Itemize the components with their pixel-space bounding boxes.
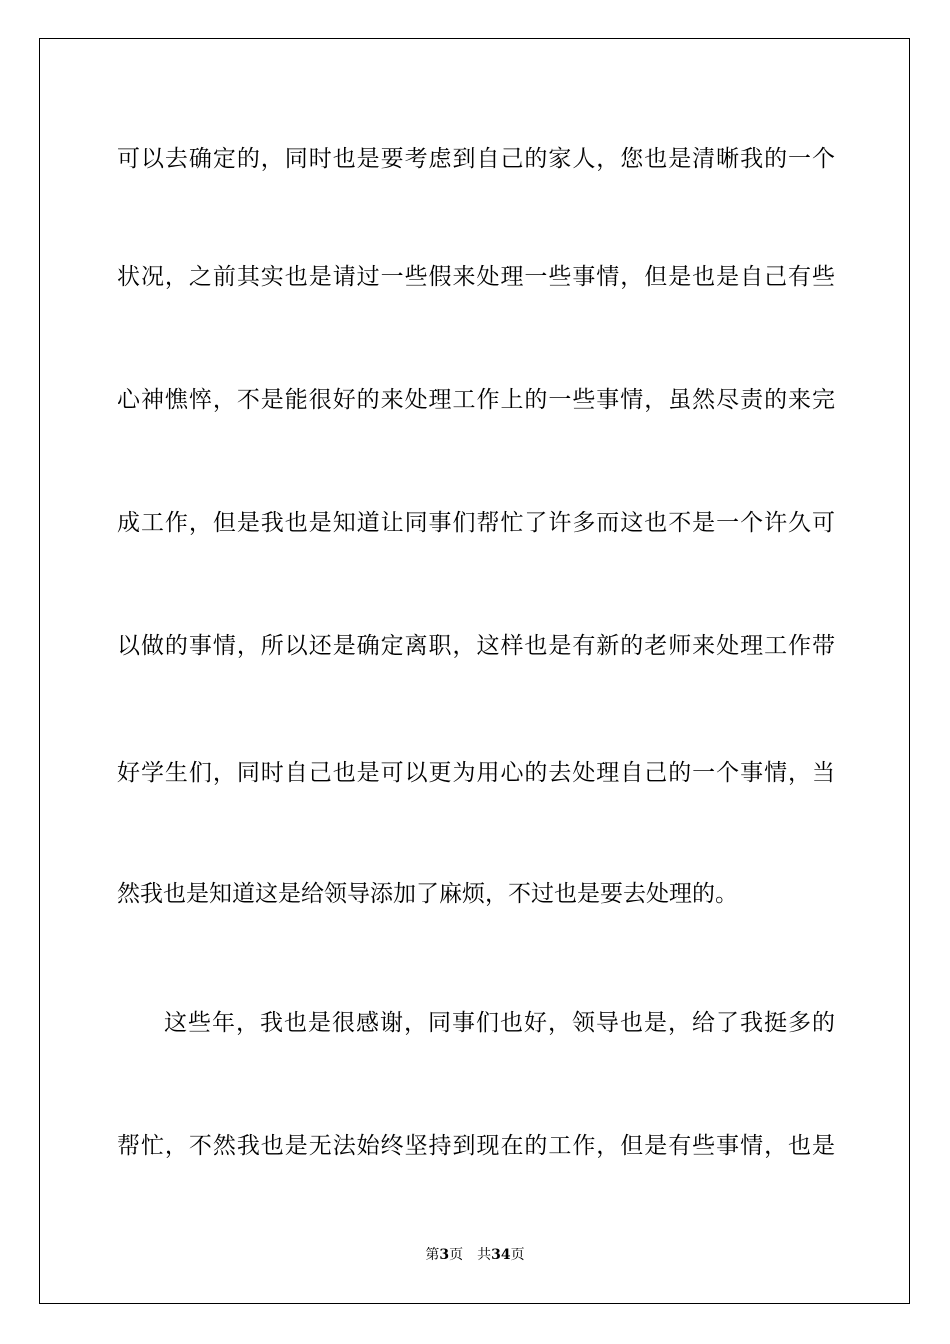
page-prefix: 第 (425, 1247, 440, 1263)
page-footer (0, 1246, 950, 1264)
paragraph-line: 状况，之前其实也是请过一些假来处理一些事情，但是也是自己有些 (117, 264, 835, 290)
paragraph-line: 然我也是知道这是给领导添加了麻烦，不过也是要去处理的。 (117, 881, 738, 907)
page-suffix: 页 (449, 1247, 464, 1263)
paragraph-line: 以做的事情，所以还是确定离职，这样也是有新的老师来处理工作带 (117, 633, 835, 659)
page-number: 3 (439, 1247, 450, 1263)
paragraph-line: 成工作，但是我也是知道让同事们帮忙了许多而这也不是一个许久可 (117, 510, 835, 536)
paragraph-line: 这些年，我也是很感谢，同事们也好，领导也是，给了我挺多的 (164, 1010, 835, 1036)
paragraph-line: 好学生们，同时自己也是可以更为用心的去处理自己的一个事情，当 (117, 760, 835, 786)
total-prefix: 共 (477, 1247, 492, 1263)
total-pages: 34 (491, 1247, 511, 1263)
page-border (39, 38, 910, 1304)
paragraph-line: 心神憔悴，不是能很好的来处理工作上的一些事情，虽然尽责的来完 (117, 387, 835, 413)
total-suffix: 页 (510, 1247, 525, 1263)
paragraph-line: 帮忙，不然我也是无法始终坚持到现在的工作，但是有些事情，也是 (117, 1133, 835, 1159)
paragraph-line: 可以去确定的，同时也是要考虑到自己的家人，您也是清晰我的一个 (117, 146, 835, 172)
